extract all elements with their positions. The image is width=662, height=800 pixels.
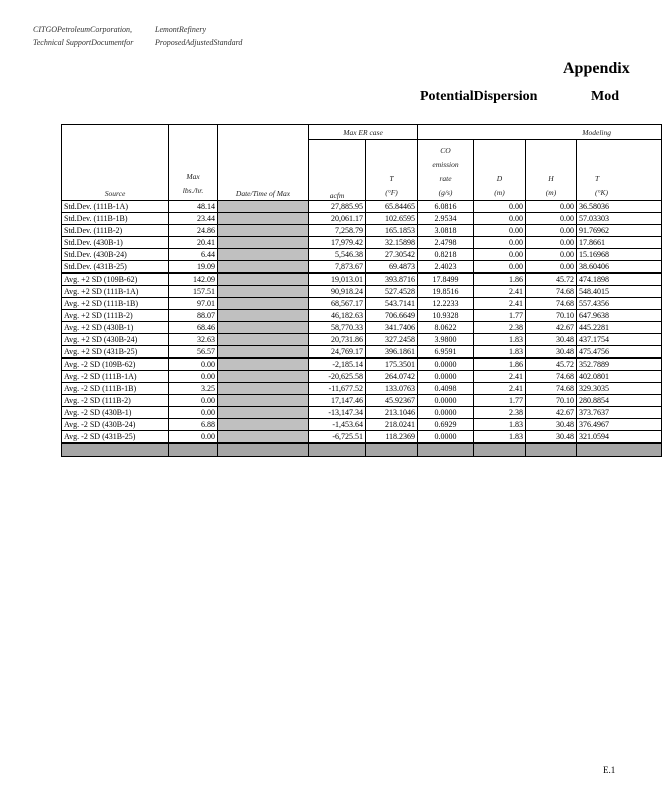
cell-source: Std.Dev. (431B-25): [62, 261, 169, 274]
cell-temp-f: 543.7141: [366, 298, 418, 310]
cell-temp-k: 474.1898: [577, 273, 662, 286]
cell-source: Avg. -2 SD (111B-2): [62, 395, 169, 407]
cell-co-rate: 17.8499: [418, 273, 474, 286]
cell-date-time: [218, 419, 309, 431]
cell-height: 0.00: [526, 261, 577, 274]
cell-date-time: [218, 322, 309, 334]
header-temp-f: T (°F): [366, 140, 418, 201]
cell-diameter: 2.38: [474, 407, 526, 419]
cell-diameter: 0.00: [474, 261, 526, 274]
cell-co-rate: 8.0622: [418, 322, 474, 334]
cell-date-time: [218, 286, 309, 298]
footer-cell: [309, 443, 366, 457]
header-source: Source: [62, 125, 169, 201]
cell-co-rate: 19.8516: [418, 286, 474, 298]
cell-date-time: [218, 273, 309, 286]
table-row: [62, 346, 662, 359]
cell-acfm: 7,258.79: [309, 225, 366, 237]
cell-diameter: 2.41: [474, 286, 526, 298]
cell-date-time: [218, 225, 309, 237]
cell-temp-f: 102.6595: [366, 213, 418, 225]
cell-date-time: [218, 237, 309, 249]
cell-date-time: [218, 395, 309, 407]
cell-height: 0.00: [526, 225, 577, 237]
footer-cell: [577, 443, 662, 457]
header-group-modeling: Modeling: [418, 125, 662, 140]
table-row: [62, 201, 662, 213]
cell-acfm: 7,873.67: [309, 261, 366, 274]
cell-acfm: 17,979.42: [309, 237, 366, 249]
cell-height: 74.68: [526, 371, 577, 383]
cell-date-time: [218, 213, 309, 225]
cell-diameter: 2.41: [474, 371, 526, 383]
cell-height: 42.67: [526, 322, 577, 334]
cell-diameter: 1.83: [474, 419, 526, 431]
header-co-emission: CO emission rate (g/s): [418, 140, 474, 201]
cell-source: Std.Dev. (430B-24): [62, 249, 169, 261]
cell-max-lbs: 142.09: [169, 273, 218, 286]
table-row: [62, 419, 662, 431]
cell-height: 74.68: [526, 298, 577, 310]
cell-diameter: 0.00: [474, 237, 526, 249]
data-table-container: [61, 124, 618, 457]
cell-date-time: [218, 310, 309, 322]
cell-co-rate: 0.6929: [418, 419, 474, 431]
cell-diameter: 0.00: [474, 225, 526, 237]
cell-acfm: 20,061.17: [309, 213, 366, 225]
header-standard: ProposedAdjustedStandard: [155, 38, 243, 47]
cell-diameter: 2.41: [474, 298, 526, 310]
table-row: [62, 237, 662, 249]
table-row: [62, 249, 662, 261]
cell-max-lbs: 157.51: [169, 286, 218, 298]
cell-date-time: [218, 407, 309, 419]
table-group-header-row: [62, 125, 662, 140]
cell-max-lbs: 88.07: [169, 310, 218, 322]
cell-acfm: 68,567.17: [309, 298, 366, 310]
cell-height: 0.00: [526, 213, 577, 225]
cell-acfm: 58,770.33: [309, 322, 366, 334]
cell-max-lbs: 0.00: [169, 407, 218, 419]
footer-cell: [62, 443, 169, 457]
cell-temp-f: 264.0742: [366, 371, 418, 383]
cell-date-time: [218, 431, 309, 444]
cell-source: Avg. +2 SD (111B-1B): [62, 298, 169, 310]
cell-temp-k: 38.60406: [577, 261, 662, 274]
footer-cell: [526, 443, 577, 457]
cell-temp-f: 65.84465: [366, 201, 418, 213]
header-group-max-er: Max ER case: [309, 125, 418, 140]
cell-temp-f: 118.2369: [366, 431, 418, 444]
cell-max-lbs: 48.14: [169, 201, 218, 213]
cell-date-time: [218, 383, 309, 395]
cell-co-rate: 12.2233: [418, 298, 474, 310]
table-row: [62, 225, 662, 237]
cell-max-lbs: 23.44: [169, 213, 218, 225]
cell-height: 74.68: [526, 286, 577, 298]
cell-source: Std.Dev. (111B-1B): [62, 213, 169, 225]
cell-temp-f: 396.1861: [366, 346, 418, 359]
table-footer-row: [62, 443, 662, 457]
cell-temp-k: 557.4356: [577, 298, 662, 310]
cell-source: Avg. -2 SD (111B-1B): [62, 383, 169, 395]
cell-source: Avg. +2 SD (109B-62): [62, 273, 169, 286]
cell-source: Avg. -2 SD (431B-25): [62, 431, 169, 444]
cell-height: 45.72: [526, 358, 577, 371]
footer-cell: [418, 443, 474, 457]
cell-co-rate: 10.9328: [418, 310, 474, 322]
cell-source: Avg. +2 SD (111B-2): [62, 310, 169, 322]
footer-cell: [366, 443, 418, 457]
cell-acfm: -11,677.52: [309, 383, 366, 395]
cell-source: Std.Dev. (111B-2): [62, 225, 169, 237]
header-diameter: D (m): [474, 140, 526, 201]
cell-temp-f: 341.7406: [366, 322, 418, 334]
cell-co-rate: 0.0000: [418, 395, 474, 407]
cell-max-lbs: 0.00: [169, 371, 218, 383]
cell-date-time: [218, 298, 309, 310]
cell-height: 30.48: [526, 419, 577, 431]
appendix-title: Appendix: [563, 60, 630, 77]
cell-temp-f: 393.8716: [366, 273, 418, 286]
cell-co-rate: 2.4023: [418, 261, 474, 274]
header-max-lbs: Max lbs./hr.: [169, 125, 218, 201]
cell-acfm: 17,147.46: [309, 395, 366, 407]
cell-temp-f: 69.4873: [366, 261, 418, 274]
cell-acfm: 27,885.95: [309, 201, 366, 213]
cell-max-lbs: 32.63: [169, 334, 218, 346]
cell-source: Avg. +2 SD (431B-25): [62, 346, 169, 359]
table-row: [62, 407, 662, 419]
cell-max-lbs: 68.46: [169, 322, 218, 334]
cell-co-rate: 2.9534: [418, 213, 474, 225]
cell-acfm: -1,453.64: [309, 419, 366, 431]
cell-co-rate: 0.0000: [418, 431, 474, 444]
cell-diameter: 0.00: [474, 249, 526, 261]
cell-acfm: 20,731.86: [309, 334, 366, 346]
header-company: CITGOPetroleumCorporation,: [33, 25, 133, 34]
cell-temp-k: 437.1754: [577, 334, 662, 346]
cell-date-time: [218, 358, 309, 371]
cell-temp-f: 133.0763: [366, 383, 418, 395]
cell-height: 30.48: [526, 346, 577, 359]
cell-source: Avg. +2 SD (111B-1A): [62, 286, 169, 298]
cell-temp-f: 175.3501: [366, 358, 418, 371]
cell-temp-k: 15.16968: [577, 249, 662, 261]
cell-temp-k: 280.8854: [577, 395, 662, 407]
cell-temp-k: 376.4967: [577, 419, 662, 431]
cell-temp-f: 32.15898: [366, 237, 418, 249]
table-row: [62, 286, 662, 298]
cell-temp-k: 321.0594: [577, 431, 662, 444]
cell-max-lbs: 24.86: [169, 225, 218, 237]
cell-temp-f: 218.0241: [366, 419, 418, 431]
cell-acfm: 5,546.38: [309, 249, 366, 261]
cell-source: Avg. -2 SD (430B-24): [62, 419, 169, 431]
cell-source: Avg. +2 SD (430B-1): [62, 322, 169, 334]
cell-diameter: 2.38: [474, 322, 526, 334]
header-date-time: Date/Time of Max: [218, 125, 309, 201]
cell-date-time: [218, 334, 309, 346]
cell-source: Avg. +2 SD (430B-24): [62, 334, 169, 346]
header-acfm: acfm: [309, 140, 366, 201]
cell-acfm: -6,725.51: [309, 431, 366, 444]
table-row: [62, 358, 662, 371]
cell-acfm: 46,182.63: [309, 310, 366, 322]
cell-source: Std.Dev. (111B-1A): [62, 201, 169, 213]
cell-temp-k: 475.4756: [577, 346, 662, 359]
cell-temp-k: 445.2281: [577, 322, 662, 334]
cell-diameter: 2.41: [474, 383, 526, 395]
cell-date-time: [218, 249, 309, 261]
cell-temp-f: 27.30542: [366, 249, 418, 261]
table-row: [62, 213, 662, 225]
cell-temp-f: 165.1853: [366, 225, 418, 237]
cell-temp-k: 647.9638: [577, 310, 662, 322]
cell-diameter: 0.00: [474, 213, 526, 225]
cell-date-time: [218, 371, 309, 383]
cell-temp-k: 57.03303: [577, 213, 662, 225]
cell-temp-k: 91.76962: [577, 225, 662, 237]
header-height: H (m): [526, 140, 577, 201]
cell-max-lbs: 20.41: [169, 237, 218, 249]
cell-co-rate: 0.0000: [418, 407, 474, 419]
cell-acfm: -2,185.14: [309, 358, 366, 371]
cell-temp-k: 548.4015: [577, 286, 662, 298]
cell-acfm: 19,013.01: [309, 273, 366, 286]
cell-diameter: 1.86: [474, 273, 526, 286]
cell-diameter: 1.77: [474, 395, 526, 407]
cell-co-rate: 6.0816: [418, 201, 474, 213]
cell-max-lbs: 3.25: [169, 383, 218, 395]
cell-max-lbs: 6.44: [169, 249, 218, 261]
table-row: [62, 383, 662, 395]
table-row: [62, 261, 662, 274]
cell-date-time: [218, 346, 309, 359]
cell-diameter: 1.77: [474, 310, 526, 322]
cell-date-time: [218, 261, 309, 274]
cell-height: 0.00: [526, 249, 577, 261]
cell-temp-k: 352.7889: [577, 358, 662, 371]
cell-source: Avg. -2 SD (430B-1): [62, 407, 169, 419]
table-row: [62, 310, 662, 322]
cell-diameter: 0.00: [474, 201, 526, 213]
cell-max-lbs: 0.00: [169, 431, 218, 444]
table-row: [62, 431, 662, 444]
cell-temp-f: 527.4528: [366, 286, 418, 298]
potential-dispersion-title: PotentialDispersion: [420, 89, 538, 104]
cell-height: 74.68: [526, 383, 577, 395]
cell-temp-f: 327.2458: [366, 334, 418, 346]
cell-max-lbs: 6.88: [169, 419, 218, 431]
cell-diameter: 1.83: [474, 346, 526, 359]
cell-acfm: 24,769.17: [309, 346, 366, 359]
page-number: E.1: [603, 765, 616, 775]
cell-co-rate: 3.0818: [418, 225, 474, 237]
header-temp-k: T (°K): [577, 140, 662, 201]
table-row: [62, 371, 662, 383]
cell-height: 30.48: [526, 334, 577, 346]
table-row: [62, 395, 662, 407]
cell-max-lbs: 19.09: [169, 261, 218, 274]
cell-co-rate: 0.8218: [418, 249, 474, 261]
cell-source: Avg. -2 SD (109B-62): [62, 358, 169, 371]
table-row: [62, 273, 662, 286]
cell-temp-k: 402.0801: [577, 371, 662, 383]
cell-height: 70.10: [526, 310, 577, 322]
emissions-table: [61, 124, 662, 457]
cell-height: 42.67: [526, 407, 577, 419]
cell-date-time: [218, 201, 309, 213]
cell-co-rate: 3.9800: [418, 334, 474, 346]
cell-temp-k: 17.8661: [577, 237, 662, 249]
cell-temp-k: 373.7637: [577, 407, 662, 419]
cell-co-rate: 6.9591: [418, 346, 474, 359]
table-body: [62, 201, 662, 444]
table-row: [62, 334, 662, 346]
cell-height: 0.00: [526, 201, 577, 213]
cell-max-lbs: 0.00: [169, 395, 218, 407]
cell-acfm: 90,918.24: [309, 286, 366, 298]
cell-co-rate: 0.0000: [418, 358, 474, 371]
header-refinery: LemontRefinery: [155, 25, 207, 34]
cell-temp-f: 706.6649: [366, 310, 418, 322]
cell-co-rate: 2.4798: [418, 237, 474, 249]
header-document-type: Technical SupportDocumentfor: [33, 38, 134, 47]
cell-diameter: 1.83: [474, 334, 526, 346]
cell-temp-k: 36.58036: [577, 201, 662, 213]
footer-cell: [218, 443, 309, 457]
table-row: [62, 298, 662, 310]
cell-height: 0.00: [526, 237, 577, 249]
table-row: [62, 322, 662, 334]
cell-acfm: -13,147.34: [309, 407, 366, 419]
modeling-title-fragment: Mod: [591, 89, 619, 104]
cell-temp-f: 213.1046: [366, 407, 418, 419]
cell-temp-k: 329.3035: [577, 383, 662, 395]
cell-height: 30.48: [526, 431, 577, 444]
cell-max-lbs: 56.57: [169, 346, 218, 359]
footer-cell: [169, 443, 218, 457]
footer-cell: [474, 443, 526, 457]
cell-co-rate: 0.4098: [418, 383, 474, 395]
cell-max-lbs: 97.01: [169, 298, 218, 310]
cell-diameter: 1.86: [474, 358, 526, 371]
cell-max-lbs: 0.00: [169, 358, 218, 371]
cell-height: 45.72: [526, 273, 577, 286]
cell-acfm: -20,625.58: [309, 371, 366, 383]
cell-temp-f: 45.92367: [366, 395, 418, 407]
cell-source: Avg. -2 SD (111B-1A): [62, 371, 169, 383]
cell-co-rate: 0.0000: [418, 371, 474, 383]
cell-diameter: 1.83: [474, 431, 526, 444]
cell-height: 70.10: [526, 395, 577, 407]
cell-source: Std.Dev. (430B-1): [62, 237, 169, 249]
